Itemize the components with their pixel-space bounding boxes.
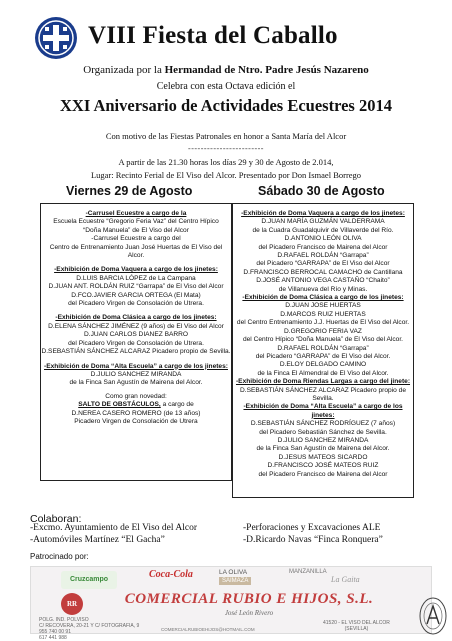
program-line: Centro de Entrenamiento Juan José Huertas de El Viso del	[49, 243, 223, 251]
program-line: D.SEBASTIÁN SÁNCHEZ ALCARAZ Picadero propio de Sevilla.	[41, 348, 231, 356]
program-line: D.JULIO SANCHEZ MIRANDA	[90, 370, 182, 378]
program-line: D.ELENA SÁNCHEZ JIMÉNEZ (9 años) de El Viso del Alcor	[48, 322, 224, 330]
organizer-line: Organizada por la Hermandad de Ntro. Padre Jesús Nazareno	[83, 64, 369, 76]
program-line: D.JULIO SANCHEZ MIRANDA	[277, 436, 369, 444]
program-line: -Carrusel Ecuestre a cargo del	[91, 235, 181, 243]
collaborator: -Perforaciones y Excavaciones ALE	[243, 523, 381, 533]
section-title: -Exhibición de Doma Riendas Largas a cargo del jinete:	[235, 378, 411, 386]
program-line: D.ELOY DELGADO CAMINO	[279, 361, 367, 369]
program-line: de la Finca El Almendral de El Viso del Alcor.	[257, 369, 389, 377]
program-line: del Picadero Francisco de Mairena del Alcor	[258, 243, 388, 251]
section-title: -Carrusel Ecuestre a cargo de la	[85, 210, 187, 217]
section-title: -Exhibición de Doma Vaquera a cargo de los jinetes:	[54, 266, 218, 274]
program-line: del Picadero “GARRAPA” de El Viso del Alcor	[256, 260, 390, 268]
saturday-program	[232, 203, 414, 498]
program-line: D.JESUS MATEOS SICARDO	[278, 453, 368, 461]
program-line: D.MARCOS RUIZ HUERTAS	[280, 310, 366, 318]
program-line: Picadero Virgen de Consolación de Utrera	[74, 417, 198, 425]
gaita-logo: La Gaita	[331, 575, 360, 584]
program-line: “Doña Manuela” de El Viso del Alcor	[83, 226, 189, 234]
schedule-line: A partir de las 21.30 horas los días 29 y 30 de Agosto de 2.014,	[118, 157, 334, 167]
program-line: D.SEBASTIÁN SÁNCHEZ RODRÍGUEZ (7 años)	[250, 420, 396, 428]
program-line: de la Finca San Agustín de Mairena del Alcor.	[256, 445, 390, 453]
manzanilla-label: MANZANILLA	[289, 569, 327, 575]
program-line: D.ANTONIO LEÓN OLIVA	[284, 235, 362, 243]
program-line: D.JUAN CARLOS DIANEZ BARRO	[83, 331, 189, 339]
program-line: D.JUAN JOSE HUERTAS	[285, 302, 361, 310]
hermandad-logo-icon	[34, 16, 78, 60]
program-line: de la Cuadra Guadalquivir de Villaverde del Río.	[252, 226, 394, 234]
program-line: D.JUAN ANT. ROLDÁN RUIZ “Garrapa” de El Viso del Alcor	[48, 283, 224, 291]
collaborator: -Automóviles Martínez “El Gacha”	[30, 535, 165, 545]
divider: ------------------------	[188, 144, 264, 153]
program-line: del Picadero Francisco de Mairena del Alcor	[258, 470, 388, 478]
program-line: D.GREGORIO FERIA VAZ	[284, 327, 362, 335]
friday-heading: Viernes 29 de Agosto	[66, 184, 193, 198]
sponsor-address: POLG. IND. POLVISO C/ RECOVERA, 20-21 Y C/ FOTOGRAFIA, 9 955 740 00 91 617 441 988	[39, 617, 140, 641]
program-line: del Centro Hípico “Doña Manuela” de El Viso del Alcor.	[242, 336, 404, 344]
program-line: D.RAFAEL ROLDÁN “Garrapa”	[277, 344, 369, 352]
celebra-line: Celebra con esta Octava edición el	[156, 81, 296, 92]
colaboran-heading: Colaboran:	[30, 513, 82, 525]
corner-seal-icon	[418, 596, 448, 636]
program-line: del Picadero Sebastián Sánchez de Sevilla.	[259, 428, 387, 436]
anniversary-title: XXI Aniversario de Actividades Ecuestres 2014	[60, 96, 392, 115]
program-line: de la Finca San Agustín de Mairena del Alcor.	[69, 379, 203, 387]
program-line: D.JUAN MARÍA GUZMÁN VALDERRAMA	[261, 218, 385, 226]
program-line: D.SEBASTIÁN SÁNCHEZ ALCARAZ Picadero propio de Sevilla.	[239, 386, 406, 402]
laoliva-logo: LA OLIVA	[219, 569, 248, 576]
sponsor-city: 41520 - EL VISO DEL ALCOR (SEVILLA)	[323, 620, 390, 632]
program-line: Escuela Ecuestre “Gregorio Feria Vaz” del Centro Hípico	[53, 218, 219, 226]
program-line: del Centro Entrenamiento J.J. Huertas de El Viso del Alcor.	[236, 319, 410, 327]
venue-line: Lugar: Recinto Ferial de El Viso del Alcor. Presentado por Don Ismael Borrego	[90, 170, 362, 180]
sponsored-by-label: Patrocinado por:	[30, 552, 89, 561]
program-line: D.JOSÉ ANTONIO VEGA CASTAÑO “Chaito”	[256, 277, 390, 285]
sponsor-manager: José León Rivero	[224, 609, 274, 617]
saturday-heading: Sábado 30 de Agosto	[258, 184, 385, 198]
program-line: D.FRANCISCO JOSÉ MATEOS RUIZ	[267, 462, 379, 470]
program-line: del Picadero Virgen de Consolación de Utrera.	[68, 300, 204, 308]
sponsor-banner	[30, 566, 432, 641]
program-line: del Picadero Virgen de Consolación de Utrera.	[68, 339, 204, 347]
rr-logo-icon: RR	[61, 593, 83, 615]
saimaza-logo: SAIMAZA	[219, 577, 251, 585]
section-title: -Exhibición de Doma Vaquera a cargo de los jinetes:	[241, 210, 405, 217]
section-title: -Exhibición de Doma Clásica a cargo de los jinetes:	[55, 314, 217, 322]
sponsor-email: COMERCIALRUBIOEHIJOS@HOTMAIL.COM	[161, 627, 255, 632]
program-line: del Picadero “GARRAPA” de El Viso del Alcor.	[255, 352, 391, 360]
program-line: de Villanueva del Río y Minas.	[278, 285, 368, 293]
program-line: D.FCO.JAVIER GARCIA ORTEGA (El Mata)	[71, 291, 201, 299]
program-line: D.NEREA CASERO ROMERO (de 13 años)	[71, 409, 201, 417]
cruzcampo-logo: Cruzcampo	[61, 571, 117, 589]
page-title: VIII Fiesta del Caballo	[88, 22, 338, 49]
section-title: -Exhibición de Doma Clásica a cargo de los jinetes:	[242, 294, 404, 302]
collaborator: -D.Ricardo Navas “Finca Ronquera”	[243, 535, 383, 545]
section-title: -Exhibición de Doma “Alta Escuela” a cargo de los jinetes:	[44, 362, 228, 370]
section-title: -Exhibición de Doma “Alta Escuela” a cargo de los jinetes:	[243, 403, 403, 419]
program-line: D.LUIS BARCIA LÓPEZ de La Campana	[76, 274, 196, 282]
program-line: Alcor.	[127, 252, 145, 260]
program-line: D.FRANCISCO BERROCAL CAMACHO de Cantillana	[243, 268, 403, 276]
cocacola-logo: Coca-Cola	[149, 569, 193, 580]
sponsor-company-name: COMERCIAL RUBIO E HIJOS, S.L.	[124, 591, 374, 607]
program-line: Como gran novedad:	[105, 392, 167, 400]
program-line: SALTO DE OBSTÁCULOS, a cargo de	[78, 401, 194, 409]
program-line: D.RAFAEL ROLDÁN “Garrapa”	[277, 252, 369, 260]
motivo-line: Con motivo de las Fiestas Patronales en honor a Santa María del Alcor	[105, 131, 347, 141]
collaborator: -Excmo. Ayuntamiento de El Viso del Alcor	[30, 523, 197, 533]
friday-program	[40, 203, 232, 481]
